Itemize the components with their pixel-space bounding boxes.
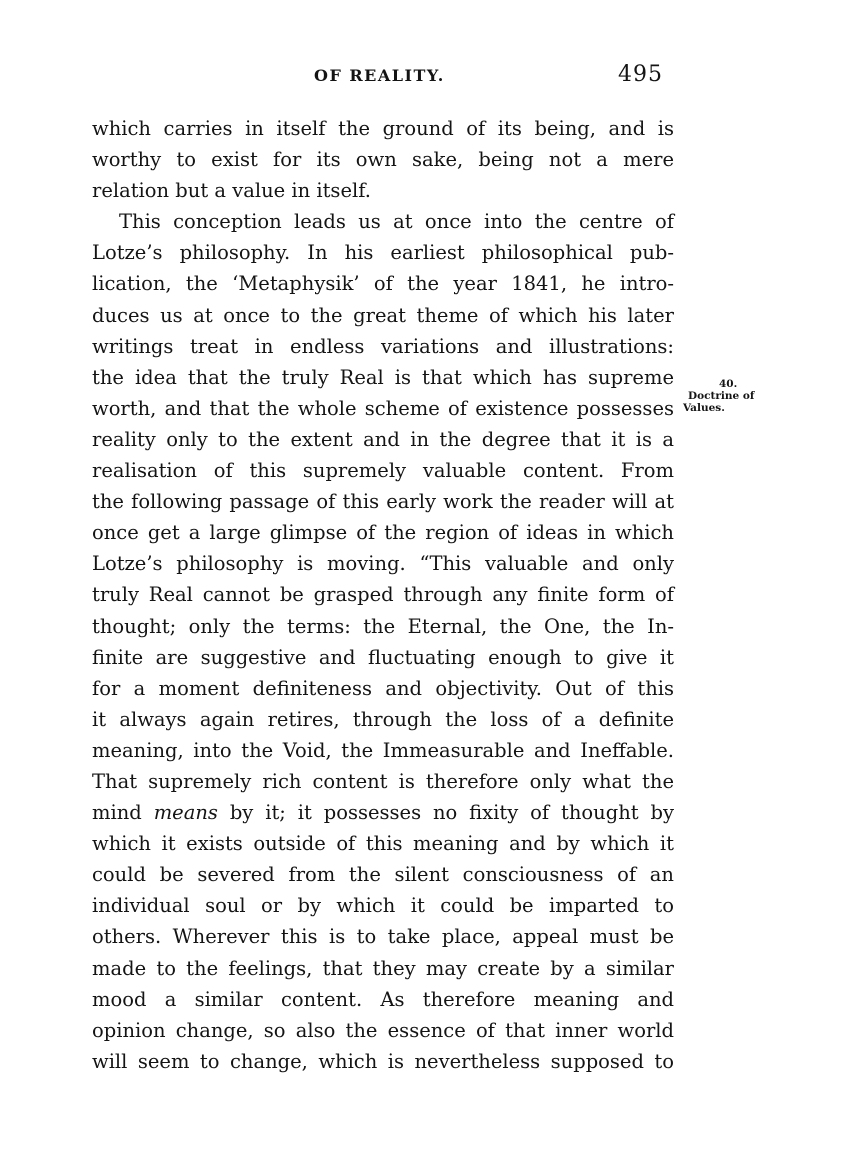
text-line: could be severed from the silent consciousness of an (92, 863, 674, 887)
text-line: relation but a value in itself. (92, 179, 371, 203)
text-segment: mind (92, 801, 142, 825)
text-line: worth, and that the whole scheme of existence possesses (92, 396, 674, 420)
marginal-note-number: 40. (719, 378, 738, 390)
text-line: made to the feelings, that they may create by a similar (92, 956, 674, 980)
marginal-note (683, 378, 773, 414)
text-line: meaning, into the Void, the Immeasurable and Ineffable. (92, 738, 674, 762)
text-line: the idea that the truly Real is that which has supreme (92, 365, 674, 389)
text-line: That supremely rich content is therefore only what the (92, 769, 674, 793)
text-line: it always again retires, through the loss of a definite (92, 707, 674, 731)
text-segment: by it; it possesses no fixity of thought by (229, 801, 675, 825)
text-line: once get a large glimpse of the region of ideas in which (92, 521, 674, 545)
text-line: duces us at once to the great theme of which his later (92, 303, 674, 327)
text-line: lication, the ‘Metaphysik’ of the year 1841, he intro- (92, 272, 674, 296)
text-line: reality only to the extent and in the degree that it is a (92, 427, 674, 451)
text-line: worthy to exist for its own sake, being not a mere (92, 148, 674, 172)
running-header (0, 62, 850, 92)
body-text (92, 113, 674, 1077)
text-line: thought; only the terms: the Eternal, the One, the In- (92, 614, 674, 638)
marginal-note-heading: Doctrine of (688, 390, 755, 402)
text-line-with-emphasis (92, 797, 674, 828)
text-line: Lotze’s philosophy. In his earliest philosophical pub- (92, 241, 674, 265)
text-line: writings treat in endless variations and illustrations: (92, 334, 674, 358)
text-line: for a moment definiteness and objectivity. Out of this (92, 676, 674, 700)
marginal-note-heading-continued: Values. (683, 402, 725, 414)
text-line: This conception leads us at once into the centre of (119, 210, 674, 234)
running-title: OF REALITY. (314, 66, 445, 85)
text-line: will seem to change, which is nevertheless supposed to (92, 1049, 674, 1073)
text-line: which carries in itself the ground of its being, and is (92, 117, 674, 140)
text-line: mood a similar content. As therefore meaning and (92, 987, 674, 1011)
text-line: finite are suggestive and fluctuating enough to give it (92, 645, 674, 669)
text-line: opinion change, so also the essence of that inner world (92, 1018, 674, 1042)
text-line: truly Real cannot be grasped through any finite form of (92, 583, 674, 607)
emphasized-word: means (153, 801, 218, 825)
text-line: Lotze’s philosophy is moving. “This valuable and only (92, 552, 674, 576)
text-line: the following passage of this early work the reader will at (92, 490, 674, 514)
text-line: which it exists outside of this meaning and by which it (92, 832, 674, 856)
text-line: realisation of this supremely valuable content. From (92, 459, 674, 483)
text-line: individual soul or by which it could be imparted to (92, 894, 674, 918)
page-number: 495 (618, 62, 663, 87)
text-line: others. Wherever this is to take place, appeal must be (92, 925, 674, 949)
